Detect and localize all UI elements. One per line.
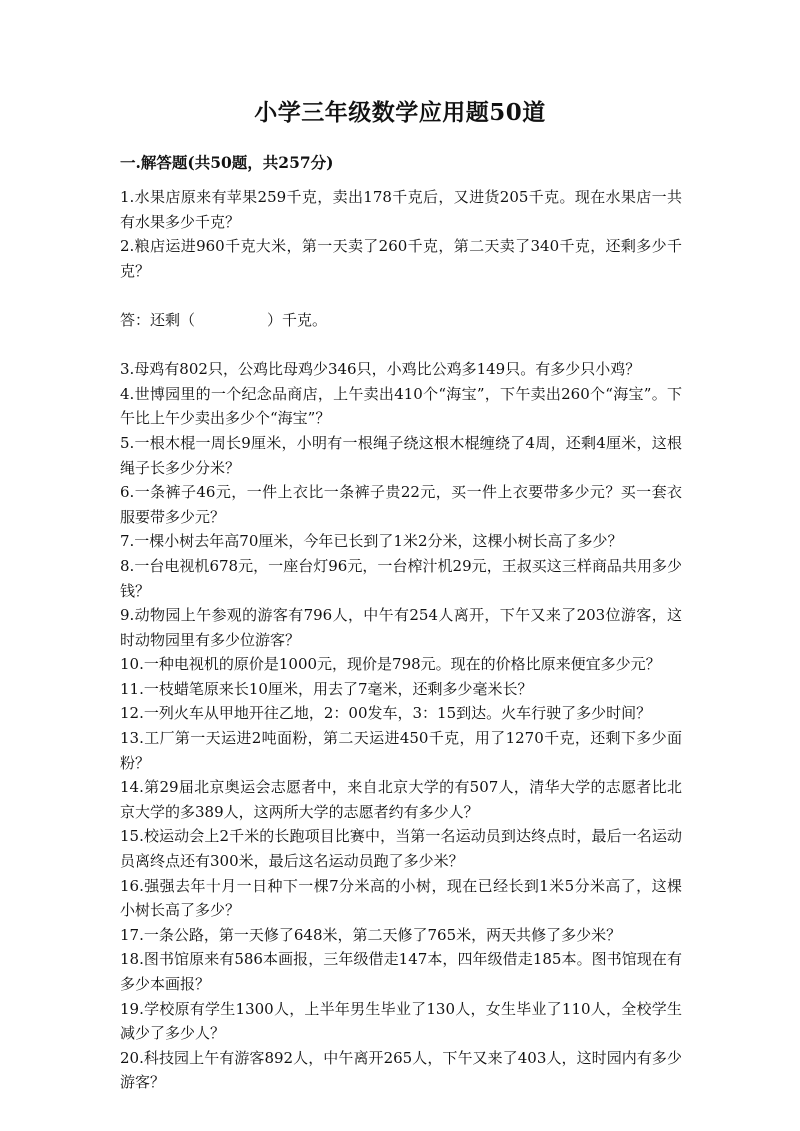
section-heading: 一.解答题(共50题，共257分) [120, 153, 334, 172]
answer-line [120, 308, 682, 333]
question-item: 14.第29届北京奥运会志愿者中，来自北京大学的有507人，清华大学的志愿者比北京大学的多389人，这两所大学的志愿者约有多少人？ [120, 778, 682, 821]
question-item: 6.一条裤子46元，一件上衣比一条裤子贵22元，买一件上衣要带多少元？买一套衣服要带多少元？ [120, 483, 682, 526]
question-item: 3.母鸡有802只，公鸡比母鸡少346只，小鸡比公鸡多149只。有多少只小鸡？ [120, 360, 641, 379]
question-item: 13.工厂第一天运进2吨面粉，第二天运进450千克，用了1270千克，还剩下多少面粉？ [120, 729, 682, 772]
question-item: 18.图书馆原来有586本画报，三年级借走147本，四年级借走185本。图书馆现在有多少本画报？ [120, 950, 682, 993]
question-item: 15.校运动会上2千米的长跑项目比赛中，当第一名运动员到达终点时，最后一名运动员离终点还有300米，最后这名运动员跑了多少米？ [120, 827, 682, 871]
question-item: 5.一根木棍一周长9厘米，小明有一根绳子绕这根木棍缠绕了4周，还剩4厘米，这根绳子长多少分米？ [120, 433, 682, 477]
question-item: 12.一列火车从甲地开往乙地，2：00发车，3：15到达。火车行驶了多少时间？ [120, 704, 652, 723]
question-item: 20.科技园上午有游客892人，中午离开265人，下午又来了403人，这时园内有多少游客？ [120, 1048, 682, 1092]
question-item: 2.粮店运进960千克大米，第一天卖了260千克，第二天卖了340千克，还剩多少千克？ [120, 237, 682, 280]
question-item: 9.动物园上午参观的游客有796人，中午有254人离开，下午又来了203位游客，这时动物园里有多少位游客？ [120, 606, 682, 649]
question-item: 17.一条公路，第一天修了648米，第二天修了765米，两天共修了多少米？ [120, 925, 622, 944]
question-list [120, 185, 682, 1095]
question-item: 19.学校原有学生1300人，上半年男生毕业了130人，女生毕业了110人，全校学生减少了多少人？ [120, 999, 682, 1043]
answer-prefix: 答：还剩（ [120, 310, 196, 329]
answer-suffix: ）千克。 [267, 310, 328, 329]
page-title: 小学三年级数学应用题50道 [254, 99, 546, 126]
question-item: 7.一棵小树去年高70厘米，今年已长到了1米2分米，这棵小树长高了多少？ [120, 532, 623, 551]
question-item: 16.强强去年十月一日种下一棵7分米高的小树，现在已经长到1米5分米高了，这棵小树长高了多少？ [120, 876, 682, 920]
question-item: 8.一台电视机678元，一座台灯96元，一台榨汁机29元，王叔买这三样商品共用多少钱？ [120, 556, 682, 600]
question-item: 4.世博园里的一个纪念品商店，上午卖出410个“海宝”，下午卖出260个“海宝”。下午比上午少卖出多少个“海宝”？ [120, 384, 682, 428]
question-item: 10.一种电视机的原价是1000元，现价是798元。现在的价格比原来便宜多少元？ [120, 655, 661, 674]
question-item: 1.水果店原来有苹果259千克，卖出178千克后，又进货205千克。现在水果店一共有水果多少千克？ [120, 188, 682, 231]
question-item: 11.一枝蜡笔原来长10厘米，用去了7毫米，还剩多少毫米长？ [120, 679, 533, 698]
